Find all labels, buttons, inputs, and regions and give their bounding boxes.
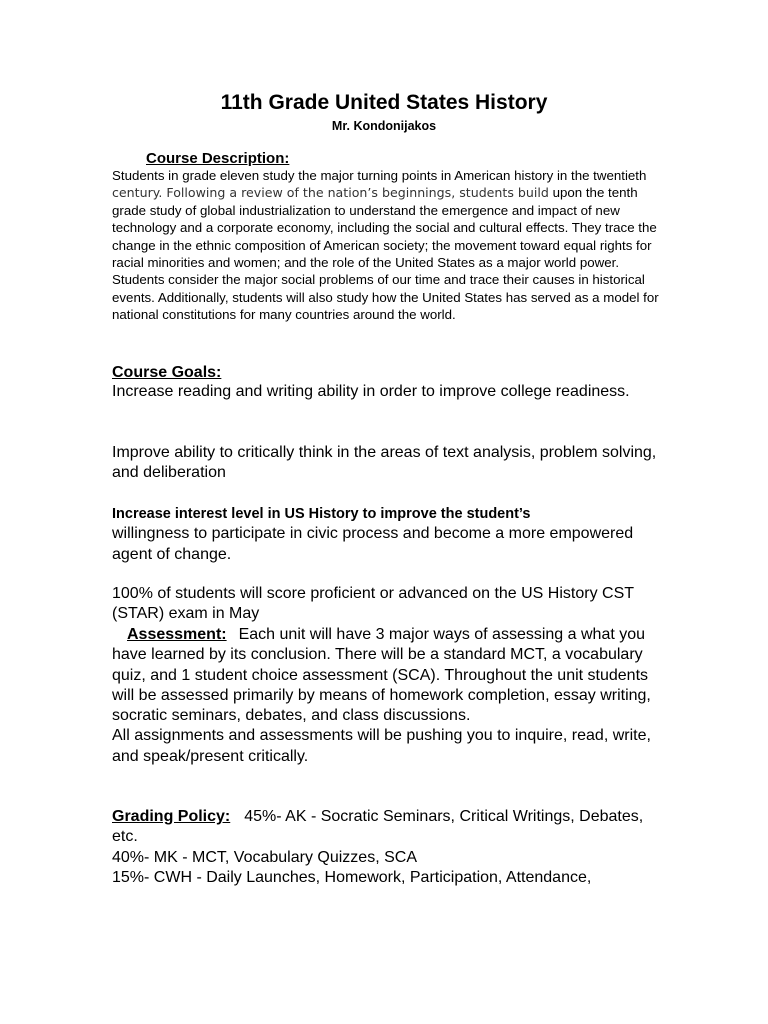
course-goal-2: Improve ability to critically think in the areas of text analysis, problem solving, and deliberation — [112, 444, 657, 482]
course-description-heading: Course Description: — [146, 150, 290, 167]
assessment-section — [112, 625, 672, 767]
grading-line-1: 45%- AK - Socratic Seminars, Critical Writings, Debates, etc. — [112, 808, 644, 846]
course-description-text — [112, 167, 660, 324]
document-title: 11th Grade United States History — [220, 91, 548, 114]
course-goal-4: 100% of students will score proficient or advanced on the US History CST (STAR) exam in May — [112, 585, 634, 623]
course-description-text-rest: upon the tenth grade study of global industrialization to understand the emergence and impact of new technology and a corporate economy, including the social and cultural effects. They trace the change in the ethnic composition of American society; the movement toward equal rights for racial minorities and women; and the role of the United States as a major world power. Students consider the major social problems of our time and trace their causes in historical events. Additionally, students will also study how the United States has served as a model for national constitutions for many countries around the world. — [112, 185, 659, 323]
course-goal-3 — [112, 504, 672, 565]
course-goals-heading: Course Goals: — [112, 364, 222, 381]
course-goal-3-rest: willingness to participate in civic process and become a more empowered agent of change. — [112, 525, 634, 563]
course-description-text-start: Students in grade eleven study the major turning points in American history in the twentieth — [112, 168, 647, 183]
course-description-text-light: century. Following a review of the nation’s beginnings, students build — [112, 185, 549, 201]
assessment-text: Each unit will have 3 major ways of assessing a what you have learned by its conclusion. There will be a standard MCT, a vocabulary quiz, and 1 student choice assessment (SCA). Throughout the unit students will be assessed primarily by means of homework completion, essay writing, socratic seminars, debates, and class discussions. — [112, 626, 651, 725]
grading-line-2: 40%- MK - MCT, Vocabulary Quizzes, SCA — [112, 848, 417, 866]
assessment-text-2: All assignments and assessments will be pushing you to inquire, read, write, and speak/present critically. — [112, 727, 651, 765]
grading-policy-section — [112, 807, 672, 888]
teacher-name: Mr. Kondonijakos — [331, 119, 437, 133]
course-goal-1: Increase reading and writing ability in order to improve college readiness. — [112, 383, 630, 400]
grading-policy-heading: Grading Policy: — [112, 808, 231, 825]
course-goal-3-lead: Increase interest level in US History to improve the student’s — [112, 506, 531, 522]
assessment-heading: Assessment: — [127, 626, 227, 643]
grading-line-3: 15%- CWH - Daily Launches, Homework, Participation, Attendance, — [112, 868, 592, 886]
